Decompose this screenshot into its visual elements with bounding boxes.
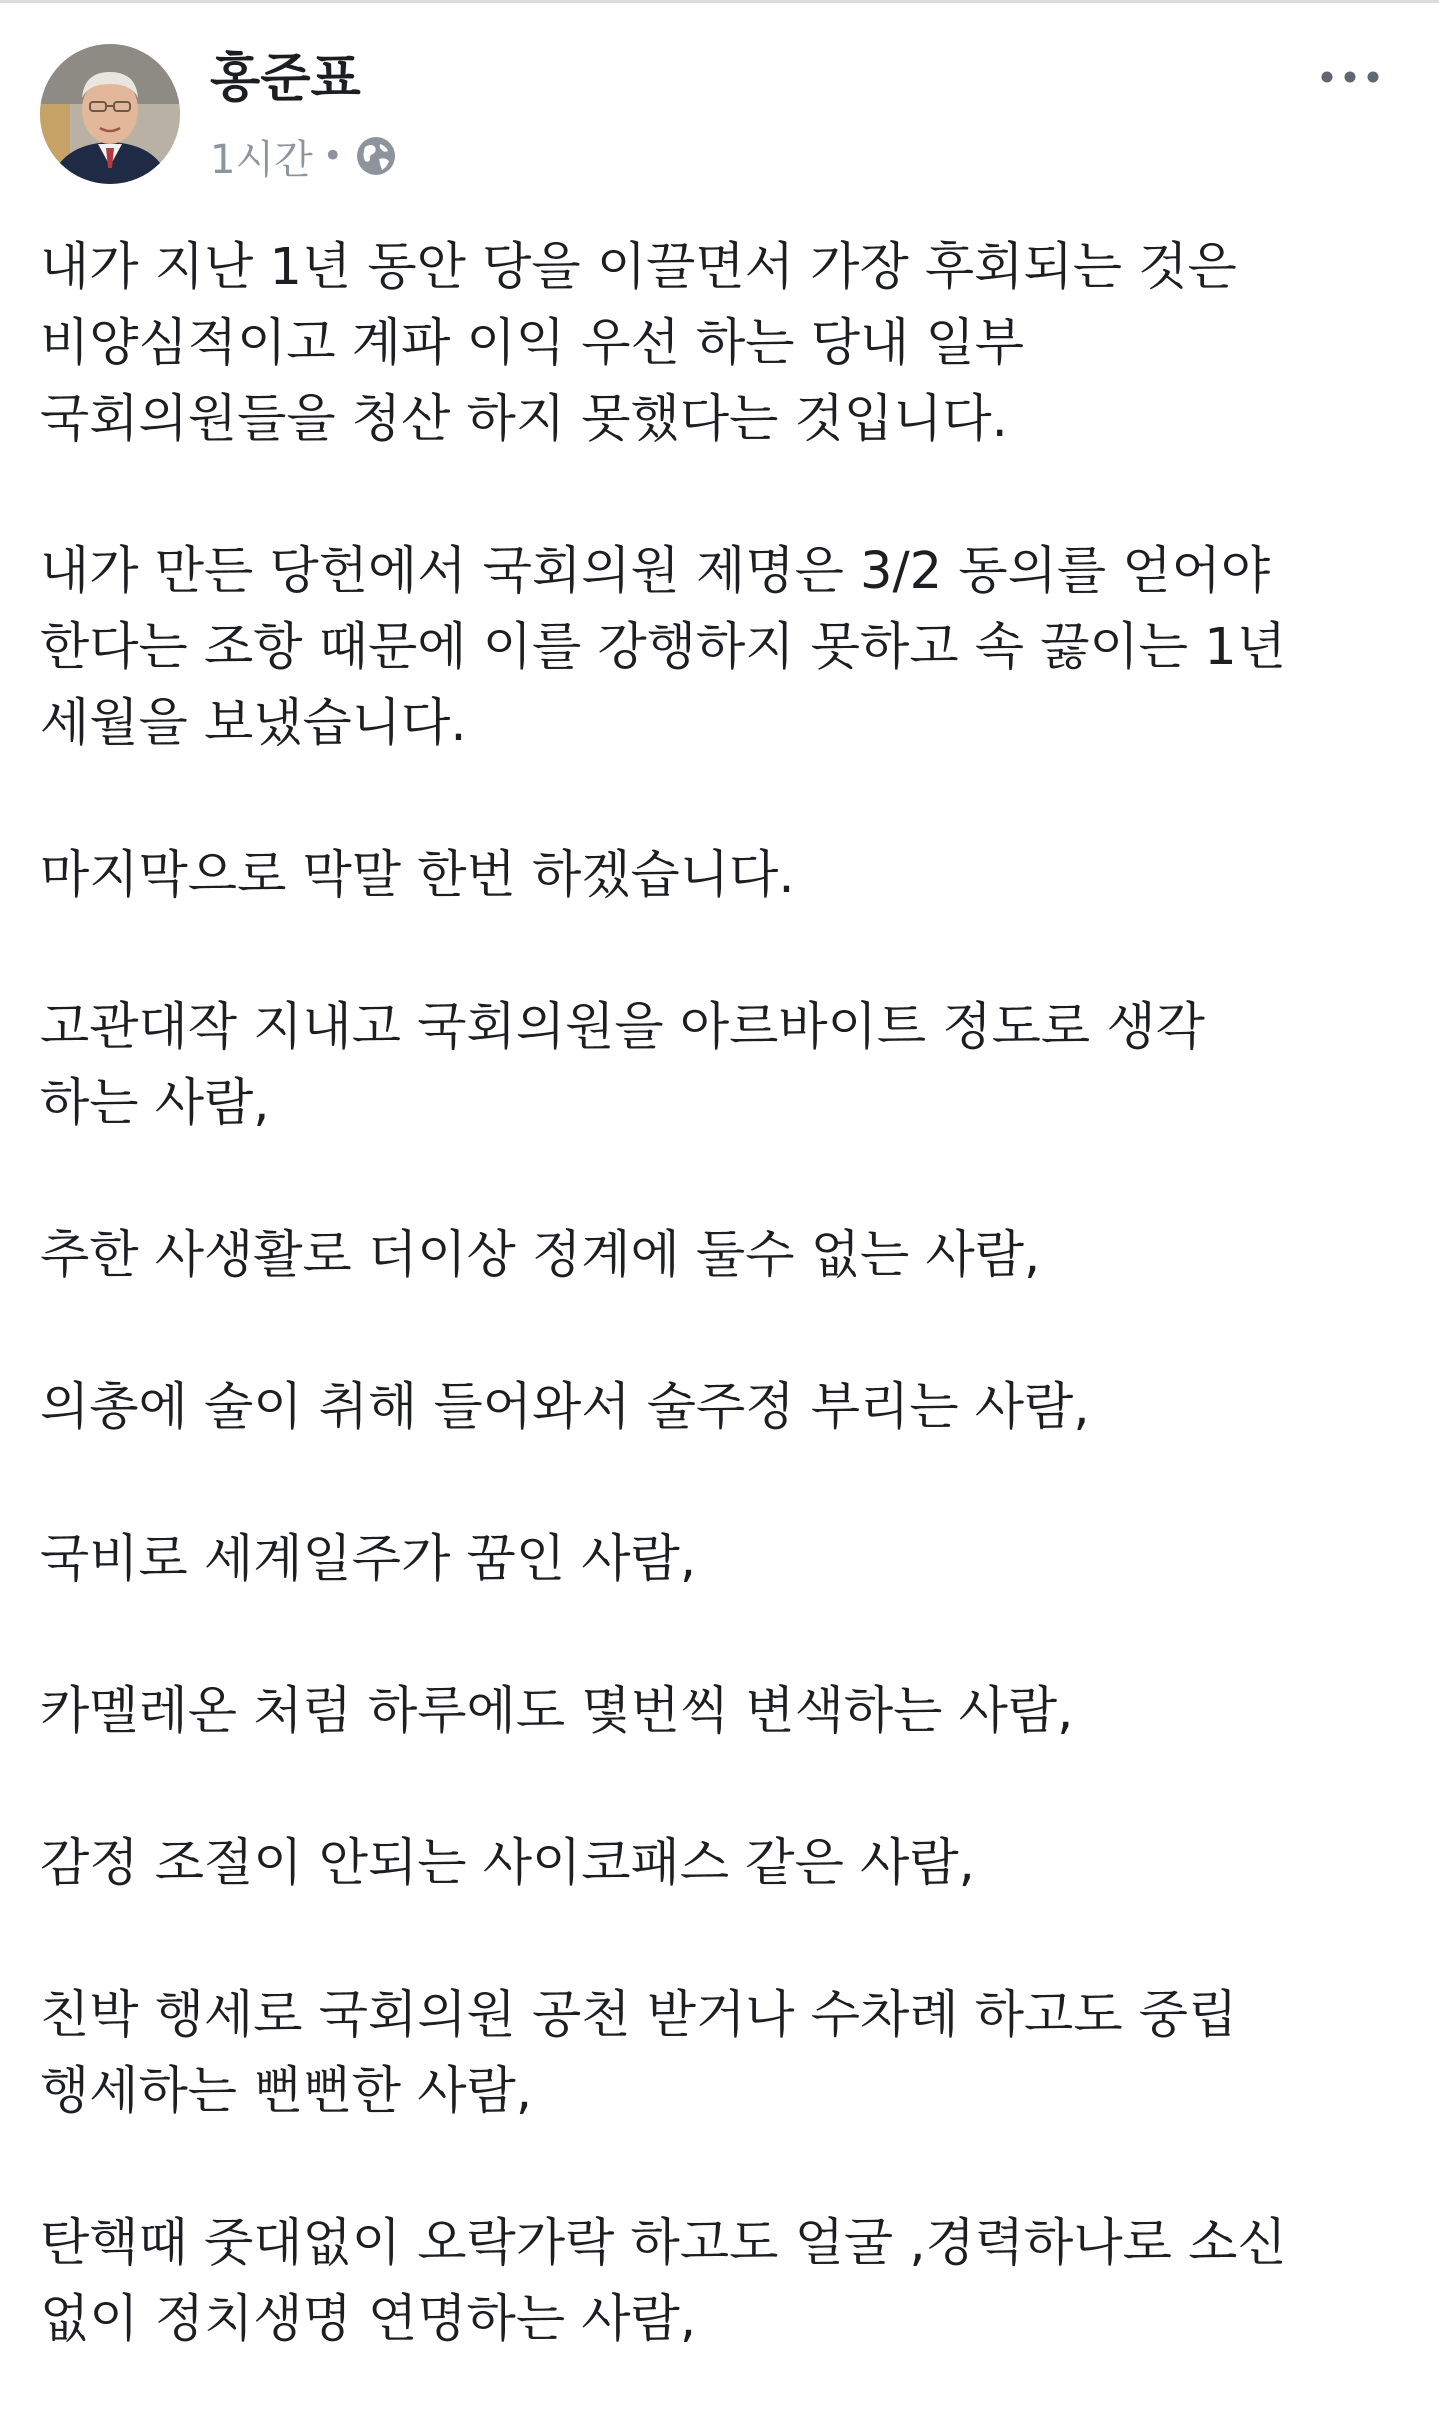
post-text-line: 추한 사생활로 더이상 정계에 둘수 없는 사람, bbox=[40, 1226, 1041, 1285]
post-text-line: 비양심적이고 계파 이익 우선 하는 당내 일부 bbox=[40, 314, 1025, 373]
post-text-line: 하는 사람, bbox=[40, 1074, 270, 1133]
post-paragraph bbox=[40, 1674, 1410, 1750]
post-text-line: 의총에 술이 취해 들어와서 술주정 부리는 사람, bbox=[40, 1378, 1090, 1437]
post-text-line: 행세하는 뻔뻔한 사람, bbox=[40, 2062, 533, 2121]
post-text-line: 친박 행세로 국회의원 공천 받거나 수차례 하고도 중립 bbox=[40, 1986, 1238, 2045]
post-text-line: 세월을 보냈습니다. bbox=[40, 694, 467, 753]
author-avatar[interactable] bbox=[40, 44, 180, 184]
post-paragraph bbox=[40, 990, 1410, 1142]
post-text-line: 국회의원들을 청산 하지 못했다는 것입니다. bbox=[40, 390, 1008, 449]
post-time[interactable]: 1시간 bbox=[210, 136, 313, 183]
post-text-line: 고관대작 지내고 국회의원을 아르바이트 정도로 생각 bbox=[40, 998, 1205, 1057]
post-paragraph bbox=[40, 1978, 1410, 2130]
post-text-line: 카멜레온 처럼 하루에도 몇번씩 변색하는 사람, bbox=[40, 1682, 1074, 1741]
post-paragraph bbox=[40, 2206, 1410, 2358]
post-paragraph bbox=[40, 838, 1410, 914]
post-header bbox=[0, 0, 1439, 190]
post-text-line: 국비로 세계일주가 꿈인 사람, bbox=[40, 1530, 697, 1589]
post-paragraph bbox=[40, 230, 1410, 458]
post-text-line: 내가 만든 당헌에서 국회의원 제명은 3/2 동의를 얻어야 bbox=[40, 542, 1271, 601]
post-body bbox=[40, 230, 1410, 2434]
post-paragraph bbox=[40, 1218, 1410, 1294]
author-name[interactable]: 홍준표 bbox=[210, 49, 361, 109]
post-text-line: 탄핵때 줏대없이 오락가락 하고도 얼굴 ,경력하나로 소신 bbox=[40, 2214, 1287, 2273]
post-text-line: 마지막으로 막말 한번 하겠습니다. bbox=[40, 846, 795, 905]
post-paragraph bbox=[40, 534, 1410, 762]
avatar-image bbox=[40, 44, 180, 184]
meta-separator: • bbox=[322, 136, 343, 176]
more-horizontal-icon bbox=[1320, 70, 1380, 84]
post-text-line: 내가 지난 1년 동안 당을 이끌면서 가장 후회되는 것은 bbox=[40, 238, 1237, 297]
post-paragraph bbox=[40, 1370, 1410, 1446]
post-text-line: 한다는 조항 때문에 이를 강행하지 못하고 속 끓이는 1년 bbox=[40, 618, 1286, 677]
globe-icon[interactable] bbox=[355, 135, 397, 177]
more-options-button[interactable] bbox=[1300, 52, 1400, 102]
post-paragraph bbox=[40, 1826, 1410, 1902]
post-paragraph bbox=[40, 1522, 1410, 1598]
post-text-line: 감정 조절이 안되는 사이코패스 같은 사람, bbox=[40, 1834, 975, 1893]
post-text-line: 없이 정치생명 연명하는 사람, bbox=[40, 2290, 697, 2349]
post-meta bbox=[210, 128, 397, 184]
